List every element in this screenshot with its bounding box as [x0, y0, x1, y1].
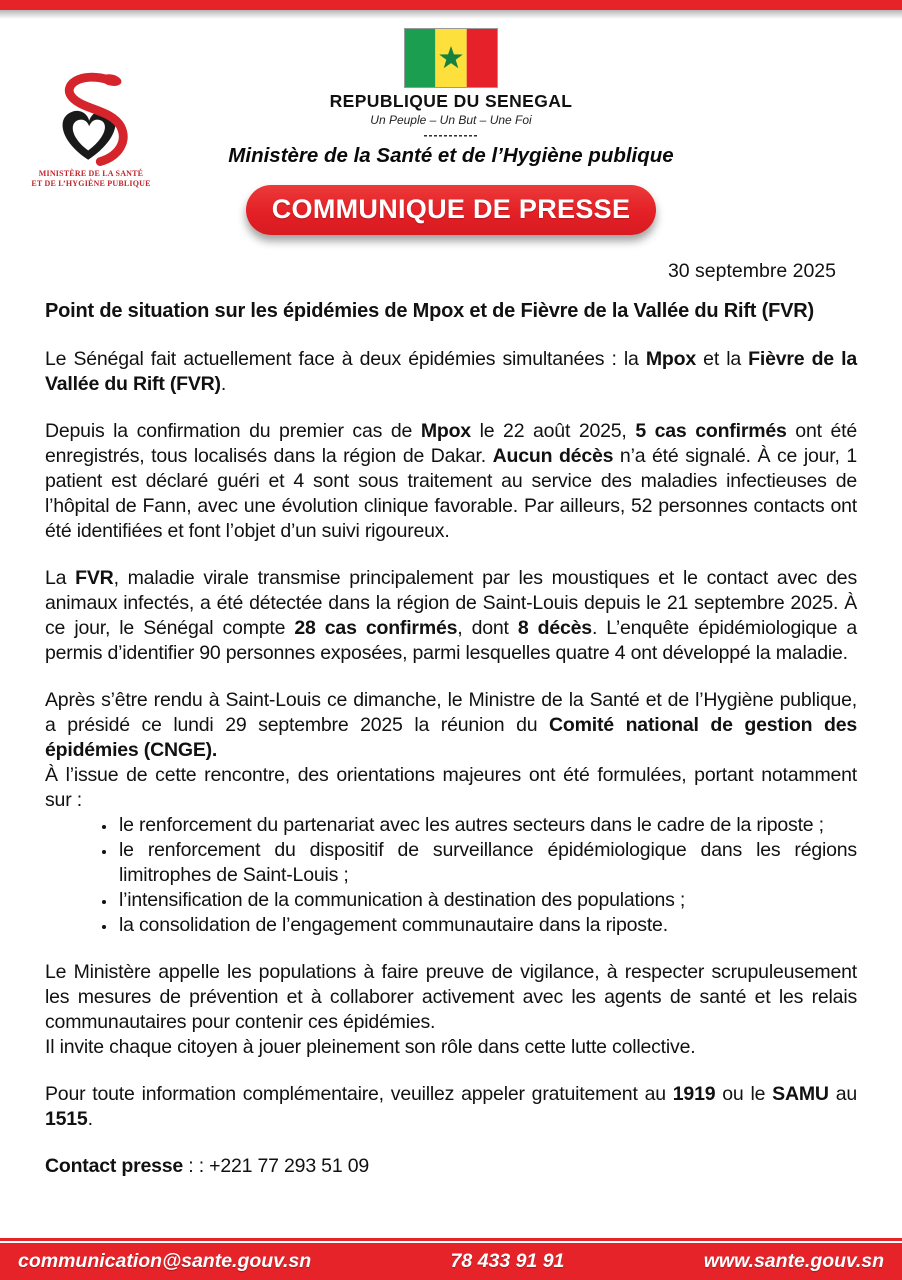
press-release-banner: COMMUNIQUE DE PRESSE [246, 185, 657, 235]
national-motto: Un Peuple – Un But – Une Foi [370, 113, 532, 127]
footer-bar [0, 1243, 902, 1280]
logo-caption-line2: ET DE L’HYGIÈNE PUBLIQUE [31, 179, 151, 189]
paragraph-cnge: Après s’être rendu à Saint-Louis ce dimanche, le Ministre de la Santé et de l’Hygiène publique, a présidé ce lundi 29 septembre 2025 la réunion du Comité national de gestion des épidémies (CNGE). [45, 689, 857, 761]
top-accent-shadow [0, 10, 902, 19]
list-item: • la consolidation de l’engagement communautaire dans la riposte. [117, 913, 857, 938]
paragraph-intro: Le Sénégal fait actuellement face à deux épidémies simultanées : la Mpox et la Fièvre de la Vallée du Rift (FVR). [45, 348, 857, 395]
orientations-list [45, 813, 857, 938]
paragraph-citizen-role: Il invite chaque citoyen à jouer pleinement son rôle dans cette lutte collective. [45, 1036, 696, 1058]
ministry-logo [26, 69, 156, 190]
list-item: • le renforcement du dispositif de surveillance épidémiologique dans les régions limitrophes de Saint-Louis ; [117, 838, 857, 888]
paragraph-orientations-lead: À l’issue de cette rencontre, des orientations majeures ont été formulées, portant notamment sur : [45, 764, 857, 811]
snake-heart-logo-icon [35, 69, 147, 169]
document-body [0, 298, 902, 1179]
footer-email: communication@sante.gouv.sn [18, 1250, 312, 1272]
logo-caption-line1: MINISTÈRE DE LA SANTÉ [38, 169, 144, 178]
list-item: • le renforcement du partenariat avec les autres secteurs dans le cadre de la riposte ; [117, 813, 857, 838]
list-item: • l’intensification de la communication à destination des populations ; [117, 888, 857, 913]
paragraph-fvr: La FVR, maladie virale transmise principalement par les moustiques et le contact avec des animaux infectés, a été détectée dans la région de Saint-Louis depuis le 21 septembre 2025. À ce jour, le Sénégal compte 28 cas confirmés, dont 8 décès. L’enquête épidémiologique a permis d’identifier 90 personnes exposées, parmi lesquelles quatre 4 ont développé la maladie. [45, 567, 858, 664]
header [0, 19, 902, 235]
ministry-name: Ministère de la Santé et de l’Hygiène publique [228, 144, 674, 167]
top-accent-bar [0, 0, 902, 10]
footer-divider-line [0, 1238, 902, 1241]
document-date: 30 septembre 2025 [667, 260, 836, 282]
document-title: Point de situation sur les épidémies de Mpox et de Fièvre de la Vallée du Rift (FVR) [45, 300, 814, 322]
paragraph-mpox: Depuis la confirmation du premier cas de Mpox le 22 août 2025, 5 cas confirmés ont été enregistrés, tous localisés dans la région de Dakar. Aucun décès n’a été signalé. À ce jour, 1 patient est déclaré guéri et 4 sont sous traitement au service des maladies infectieuses de l’hôpital de Fann, avec une évolution clinique favorable. Par ailleurs, 52 personnes contacts ont été identifiées et font l’objet d’un suivi rigoureux. [45, 420, 857, 542]
footer-phone: 78 433 91 91 [450, 1250, 565, 1272]
senegal-flag-icon [404, 28, 498, 88]
logo-caption [26, 169, 156, 190]
paragraph-hotlines: Pour toute information complémentaire, veuillez appeler gratuitement au 1919 ou le SAMU au 1515. [45, 1083, 857, 1130]
footer-website: www.sante.gouv.sn [703, 1250, 884, 1272]
republic-title: REPUBLIQUE DU SENEGAL [329, 91, 573, 111]
contact-press-line: Contact presse : : +221 77 293 51 09 [45, 1155, 369, 1177]
separator-dashes: ----------- [423, 128, 479, 142]
paragraph-appeal: Le Ministère appelle les populations à faire preuve de vigilance, à respecter scrupuleusement les mesures de prévention et à collaborer activement avec les agents de santé et les relais communautaires pour contenir ces épidémies. [45, 961, 857, 1033]
